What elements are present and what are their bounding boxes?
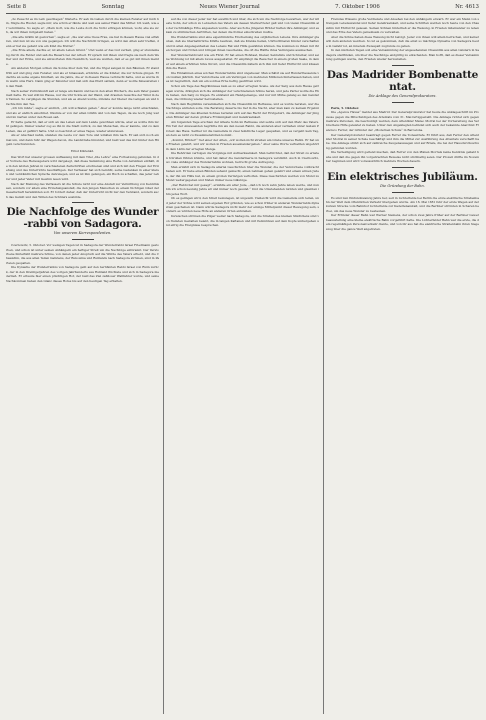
newspaper-title: Neues Wiener Journal [199,4,260,10]
paragraph: Ob es gelingen wird, den Streit beizulegen, ist ungewiß. Vielleicht wird die Gemeinde sich teilen, und jeder der Söhne wird seinen eigenen Hof gründen, wie es schon früher in anderen Wunderrabbi-Dynastien geschehen ist. Dann würde Sadagora nicht mehr der einzige Mittelpunkt dieser Bewegung sein, sondern es würden neue Höfe an anderen Orten entstehen. [166,196,319,214]
paragraph: „Die Erde allein, dachte er, ist allem Leben Grund.“ Und wenn er das Gut verließ, ging er stundenlang durch die Felder und sah die Bauern bei der Arbeit. Er sprach mit ihnen und fragte sie nach dem Wetter und der Ernte, und sie antworteten ihm freundlich, weil sie wußten, daß er es gut mit ihnen meinte. [6,48,159,66]
paragraph: Die „Agence Havas“ meldet aus Madrid: Der Generalprokurator hat heute die Anklageschrift im Prozesse gegen die Mitschuldigen des Attentats vom 31. Mai fertiggestellt. Die Anklage richtet sich gegen mehrere Personen, die beschuldigt werden, dem Attentäter Mateo Morral bei der Vorbereitung des Verbrechens Hilfe geleistet zu haben. Unter den Angeklagten befindet sich auch der bekannte Anarchist Francisco Ferrer, der Gründer der „Modernen Schule“ in Barcelona. [326,110,479,132]
paragraph: Die Behörden verfolgen die Vorgänge mit Aufmerksamkeit. Man befürchtet, daß der Streit zu ernsten Unruhen führen könnte, und hat daher die Gendarmerie in Sadagora verstärkt. Auch in Czernowitz, wo viele Anhänger des Wunderrabbis wohnen, herrscht große Aufregung. [166,151,319,165]
paragraph: Nach der Meinung des Verfassers ist die Schule nicht nur eine Anstalt zur Vermittlung von Kenntnissen, sondern vor allem eine Erziehungsanstalt, die den jungen Menschen zu einem tüchtigen Glied der Gesellschaft heranbilden soll. Er fordert daher, daß der Unterricht nicht nur den Verstand, sondern auch das Gemüt und den Willen des Schülers ausbilde. [6,181,159,199]
paragraph: Der Generalprokurator beantragt gegen Ferrer die Todesstrafe. Er führt aus, daß Ferrer den Attentäter Morral in seiner Schule beschäftigt und ihm die Mittel zur Ausführung des Attentats verschafft habe. Die Anklage stützt sich auf zahlreiche Zeugenaussagen und auf Briefe, die bei der Hausdurchsuchung gefunden wurden. [326,132,479,150]
paragraph: Die Dynastie der Wunderrabbis von Sadagora geht auf den berühmten Rabbi Israel von Rizin zurück, der in den Dreißigerjahren des vorigen Jahrhunderts aus Rußland flüchtete und sich in Sadagora niederließ. Er erbaute hier einen prächtigen Hof, der bald das Ziel zahlloser Wallfahrer wurde, und seine Nachkommen haben den Glanz dieses Hofes bis auf den heutigen Tag erhalten. [6,265,159,283]
paragraph: Nach seiner Zurückkunft saß er lange am Kamin und las in den alten Büchern, die sein Vater gesammelt hatte. Es war still im Hause, nur die Uhr tickte an der Wand, und draußen rauschte der Wind in den Tannen. So vergingen die Stunden, und als es Abend wurde, zündete der Diener die Lampen an und brachte ihm den Tee. [6,88,159,106]
column-3 [326,17,479,715]
header-rule [6,13,480,14]
paragraph: „Die alte Gräfin ist gestorben“, sagte er. „Sie war eine treue Frau, sie hat in diesem Hause viel erfahren, und nun ist sie von uns gegangen. Ich will die Nachricht bringen, es wird den Alten sehr treffen, denn er hat sie geliebt wie ein Kind die Mutter.“ [6,34,159,48]
article-subheadline: Die Gründung der Bahn. [380,183,425,188]
paragraph: Es sind nun fünfundzwanzig Jahre her, seit in Lichterfelde bei Berlin die erste elektrische Straßenbahn der Welt dem öffentlichen Verkehr übergeben wurde. Am 16. Mai 1881 fuhr der erste Wagen auf der kurzen Strecke vom Bahnhof Lichterfelde zur Kadettenanstalt, und die Berliner strömten in Scharen herbei, um das neue Wunder zu bestaunen. [326,195,479,213]
column-divider [163,18,164,714]
page-number: Seite 8 [7,4,27,10]
newspaper-page [6,4,480,716]
column-divider [323,18,324,714]
section-separator [392,167,414,168]
issue-number: Nr. 4613 [455,4,479,10]
paragraph: Er hatte gedacht, daß er sich an das Leben auf dem Lande gewöhnen würde, aber es wollte ihm nicht gelingen. Immer wieder zog es ihn in die Stadt zurück, zu den Menschen, die er kannte, und zu dem Leben, das er geführt hatte. Und so beschloß er eines Tages, wieder abzureisen. [6,119,159,133]
paragraph: Czernowitz, 5. Oktober. Vor wenigen Tagen ist in Sadagora der Wunderrabbi Israel Friedmann gestorben, und schon ist unter seinen Anhängern ein heftiger Streit um die Nachfolge entbrannt. Der Verstorbene hinterläßt mehrere Söhne, von denen jeder Anspruch auf die Würde des Vaters erhebt, und die Chassidim, die aus allen Teilen Galiziens, der Bukowina und Rußlands nach Sadagora strömen, sind in Parteien gespalten. [6,243,159,265]
article-headline: Die Nachfolge des Wunder-rabbi von Sadagora. [6,206,159,231]
column-2 [166,17,319,715]
paragraph: Die Einnahmen eines solchen Wunderrabbis sind ungeheuer. Man schätzt sie auf Hunderttausende von Gulden jährlich. Der Verstorbene soll ein Vermögen von mehreren Millionen hinterlassen haben, und es ist begreiflich, daß um ein solches Erbe heftig gestritten wird. [166,70,319,84]
issue-date: 7. Oktober 1906 [335,4,380,10]
paragraph: Der Erfinder dieser Bahn war Werner Siemens, der schon zwei Jahre früher auf der Berliner Gewerbeausstellung eine kleine elektrische Bahn vorgeführt hatte. Die Lichterfelder Bahn war die erste, die dem regelmäßigen Personenverkehr diente, und von ihr aus hat die elektrische Straßenbahn ihren Siegeszug über die ganze Welt angetreten. [326,213,479,231]
section-separator [72,202,94,203]
section-separator [392,192,414,193]
paragraph: Man erzählt sich in Sadagora allerlei Geschichten über die Wunder, die der Verstorbene vollbracht haben soll. Er habe einen Blinden sehend gemacht, einen Lahmen gehen gelehrt und einem armen Juden, der ihn um Hilfe bat, zu einem großen Vermögen verholfen. Diese Geschichten werden von Mund zu Mund weitergegeben und finden immer neue Gläubige. [166,164,319,183]
page-header [6,4,480,12]
article-headline: Das Madrider Bombenattentat. [326,68,479,93]
section-separator [392,102,414,103]
paragraph: „Ich bin müde“, sagte er endlich, „ich will schlafen gehen.“ Aber er konnte lange nicht einschlafen, und als er endlich einschlief, träumte er von der alten Gräfin und von den Tagen, da sie noch jung war und im Garten unter den Rosen saß. [6,106,159,120]
columns [6,17,480,715]
paragraph: „So Peuecht es im Leib geschlagen“ flüsterte. Er aah im Gehen durch die kleinen Fenster auf mich hin, frägte die Huster, sagte mir, wie schön er fände und weil aus seiner Hand das Mittel: Ich weiß, wie er verstimmte. So sagte er: „Mein Gott, wie die Leute doch die Notiz ertragen können, wohl, ehe sie sich, da wir ihnen mitgeteilt haben.“ [6,17,159,35]
paragraph: Aber die Söhne haben diese Weisung nicht befolgt. Jeder von ihnen will allein herrschen, und keiner will dem anderen weichen. So ist es gekommen, daß die einst so mächtige Dynastie von Sadagora heute in Gefahr ist, an innerem Zwiespalt zugrunde zu gehen. [326,34,479,48]
section-separator [392,65,414,66]
article-headline: Ein elektrisches Jubiläum. [327,170,478,183]
paragraph: In den nächsten Tagen soll eine Versammlung der angesehensten Chassidim aus allen Ländern in Sadagora stattfinden, um über die Nachfolge endgültig zu entscheiden. Man hofft, daß es dieser Versammlung gelingen werde, den Frieden wieder herzustellen. [326,48,479,62]
dateline: Paris, 5. Oktober. [331,105,360,110]
paragraph: auf die von dieser jeder nur hat eweltlich und über, die sich um die Nachfolge bewarben, war der älteste Sohn, der schon zu Lebzeiten des Vaters als dessen Stellvertreter galt und von vielen Chassidim als der rechtmäßige Erbe angesehen wurde. Aber auch die jüngeren Brüder hatten ihre Anhänger, und es kam zu stürmischen Auftritten, bei denen die Polizei einschreiten mußte. [166,17,319,35]
paragraph: Die Wunderrabbis sind eine eigentümliche Erscheinung des ostjüdischen Lebens. Ihre Anhänger glauben, daß sie übernatürliche Kräfte besitzen, daß sie Kranke heilen, Unfruchtbaren Kinder verschaffen und in allen Angelegenheiten des Lebens Rat und Hilfe gewähren können. Sie kommen zu ihnen mit ihren Sorgen und Nöten und bringen ihnen Geschenke, die oft die Hälfte ihres Vermögens ausmachen. [166,34,319,53]
section-separator [72,239,94,240]
article-subheadline: Von unserem Korrespondenten. [53,231,112,236]
paragraph: „Kommt, Brüder!“ rief einer der Alten, „wir wollen nicht streiten am Grabe unseres Rabbi. Er hat uns Frieden gelehrt, und wir wollen in Frieden auseinandergehen.“ Aber seine Worte verhallten ungehört in dem Lärm der erregten Menge. [166,137,319,151]
weekday: Sonntag [101,4,125,10]
paragraph: Fremdes Wissens große Verdienste und Ansehen bei den Anhängern erwarb. Er war ein Mann von strengem Lebenswandel und tiefer Gelehrsamkeit, und seine Schriften werden noch heute von den Chassidim mit Ehrfurcht gelesen. Seinen Söhnen hinterließ er die Weisung, in Frieden miteinander zu leben und das Erbe des Vaters gemeinsam zu verwalten. [326,17,479,35]
paragraph: Das Wort hat unserer grossen Auffassung mit dem Titel „Die Lehre“ eine Fortsetzung gefunden. In der Vorrede des Herausgebers wird dargelegt, daß diese Sammlung eine Reihe von Aufsätzen enthält, die in den letzten Jahren in verschiedenen Zeitschriften erschienen sind und sich mit den Fragen der Erziehung und des Unterrichts beschäftigen. Der Verfasser hat sich bemüht, seine Gedanken in einer klaren und verständlichen Sprache darzulegen, und es ist ihm gelungen, ein Buch zu schaffen, das jeder Lehrer und jeder Vater mit Gewinn lesen wird. [6,154,159,181]
paragraph: Inzwischen strömen die Pilger weiter nach Sadagora, und die Straßen des kleinen Städtchens sind von fremden Gestalten belebt, die in langen Kaftanen und mit Pelzmützen auf dem Kopfe umhergehen und eifrig die Ereignisse besprechen. [166,214,319,227]
paragraph: Nach dem Begräbnis versammelten sich die Chassidim im Bethause, und es wurde beraten, wer die Nachfolge antreten solle. Die Beratung dauerte bis tief in die Nacht, aber man kam zu keinem Ergebnis. Die Anhänger des ältesten Sohnes beriefen sich auf das Recht der Erstgeburt, die Anhänger der jüngeren Brüder auf deren größere Frömmigkeit und Gelehrsamkeit. [166,102,319,120]
paragraph: „Der Rabbi hat mir gesagt“, erzählte ein alter Jude, „daß ich noch zehn Jahre leben werde, und nun bin ich schon neunzig Jahre alt und immer noch gesund.“ Und die Umstehenden nickten und glaubten ihm jedes Wort. [166,182,319,196]
article-subheadline: Die Anklage des Generalprokurators. [368,93,437,98]
paragraph: Am folgenden Tage erschien der älteste Sohn im Bethause und setzte sich auf den Platz des Vaters. Ein Teil der Anwesenden begrüßte ihn als den neuen Rabbi, die anderen aber verließen unter lautem Protest das Haus. Seither ist die Gemeinde in zwei feindliche Lager gespalten, und es vergeht kein Tag, an dem es nicht zu Zusammenstößen kommt. [166,119,319,138]
paragraph: Als er Abschied nahm, standen die Leute vor dem Tore und winkten ihm nach. Er sah sich noch einmal um, und dann fuhr der Wagen davon, die Landstraße hinunter, und bald war das Gut hinter den Hügeln verschwunden. [6,133,159,147]
paragraph: Der Wunderrabbi lebt wie ein Fürst. Er hat einen Hofstaat, Diener, Sekretäre und Schreiber, und seine Wohnung ist mit allem Luxus ausgestattet. Er empfängt die Besucher in einem großen Saale, in dem er auf einem erhöhten Sitze thront, und die Chassidim nähern sich ihm mit tiefer Ehrfurcht und küssen ihm die Hand. [166,52,319,70]
column-1 [6,17,159,715]
author-signature: Ernst Klärenkd. [70,148,95,153]
paragraph: Am anderen Morgen schien die Sonne über dem Tal, und die Vögel sangen in den Bäumen. Er stand früh auf und ging zum Fenster, und als er hinaussah, erblickte er die Kinder, die zur Schule gingen. Er dachte an seine eigene Kindheit, an die Jahre, die er in diesem Hause verbracht hatte, und es wurde ihm warm ums Herz. Dann ging er hinunter und ließ sich das Pferd satteln, denn er wollte hinausreiten in den Wald. [6,66,159,88]
paragraph: Die Verteidigung wird geltend machen, daß Ferrer von den Plänen Morrals keine Kenntnis gehabt habe und daß die gegen ihn vorgebrachten Beweise nicht stichhaltig seien. Der Prozeß dürfte im November beginnen und wird voraussichtlich mehrere Wochen dauern. [326,150,479,164]
paragraph: Schon am Tage des Begräbnisses kam es zu einer erregten Szene. Als der Sarg aus dem Hause getragen wurde, drängten sich die Anhänger der verschiedenen Söhne heran, und jede Partei wollte die Ehre haben, den Sarg zu tragen. Es entstand ein Handgemenge, und nur mit Mühe gelang es den Gendarmen, die Ordnung wieder herzustellen. [166,84,319,102]
